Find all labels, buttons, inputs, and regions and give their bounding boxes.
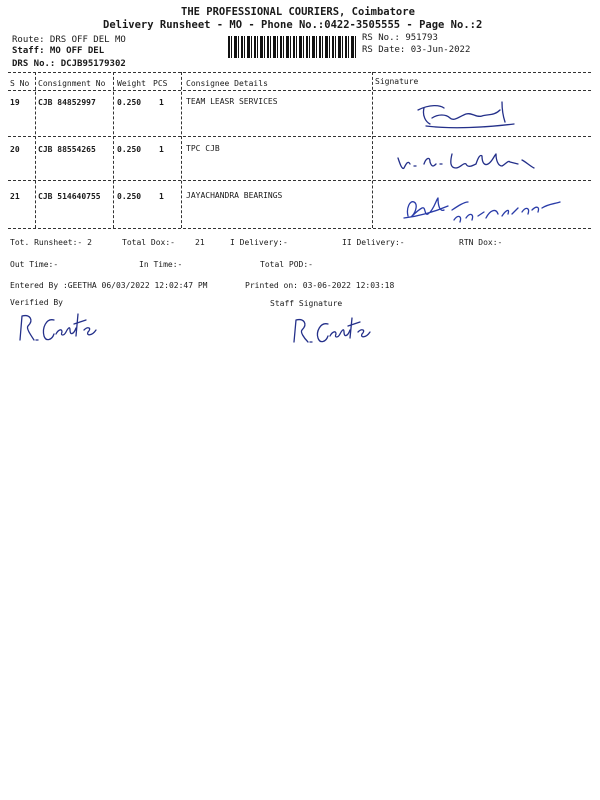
col-header-weight: Weight: [117, 79, 146, 88]
staff-label: Staff: MO OFF DEL: [12, 46, 105, 56]
column-divider: [181, 72, 182, 228]
verified-by-label: Verified By: [10, 298, 63, 307]
signature-row-21: [400, 186, 590, 226]
route-label: Route: DRS OFF DEL MO: [12, 35, 126, 45]
table-cell-weight: 0.250: [117, 98, 142, 107]
staff-signature: [290, 312, 380, 346]
table-cell-consignment: CJB 88554265: [38, 145, 96, 154]
table-cell-pcs: 1: [159, 98, 164, 107]
signature-row-20: [394, 146, 564, 178]
runsheet-subtitle: Delivery Runsheet - MO - Phone No.:0422-3505555 - Page No.:2: [103, 19, 483, 31]
col-header-signature: Signature: [375, 77, 419, 86]
col-header-consignment: Consignment No: [38, 79, 106, 88]
ii-delivery: II Delivery:-: [342, 238, 405, 247]
table-cell-consignee: TPC CJB: [186, 144, 220, 153]
table-cell-pcs: 1: [159, 192, 164, 201]
in-time: In Time:-: [139, 260, 183, 269]
out-time: Out Time:-: [10, 260, 59, 269]
table-cell-consignment: CJB 514640755: [38, 192, 101, 201]
table-cell-weight: 0.250: [117, 192, 142, 201]
table-cell-weight: 0.250: [117, 145, 142, 154]
company-title: THE PROFESSIONAL COURIERS, Coimbatore: [181, 6, 415, 18]
total-dox-label: Total Dox:-: [122, 238, 175, 247]
total-runsheet: Tot. Runsheet:- 2: [10, 238, 92, 247]
table-cell-sno: 21: [10, 192, 20, 201]
i-delivery: I Delivery:-: [230, 238, 288, 247]
total-pod: Total POD:-: [260, 260, 313, 269]
rs-date: RS Date: 03-Jun-2022: [362, 45, 471, 55]
column-divider: [372, 72, 373, 228]
column-divider: [35, 72, 36, 228]
total-dox-value: 21: [195, 238, 205, 247]
column-divider: [113, 72, 114, 228]
col-header-consignee: Consignee Details: [186, 79, 268, 88]
rtn-dox: RTN Dox:-: [459, 238, 503, 247]
col-header-sno: S No: [10, 79, 30, 88]
row-divider: [8, 180, 591, 181]
table-cell-sno: 19: [10, 98, 20, 107]
verified-by-signature: [14, 310, 104, 344]
table-cell-consignee: JAYACHANDRA BEARINGS: [186, 191, 283, 200]
row-divider: [8, 136, 591, 137]
entered-by: Entered By :GEETHA 06/03/2022 12:02:47 PM: [10, 281, 208, 290]
row-divider: [8, 228, 591, 229]
table-cell-pcs: 1: [159, 145, 164, 154]
rs-number: RS No.: 951793: [362, 33, 438, 43]
table-cell-consignee: TEAM LEASR SERVICES: [186, 97, 278, 106]
staff-signature-label: Staff Signature: [270, 299, 343, 308]
table-cell-sno: 20: [10, 145, 20, 154]
signature-row-19: [410, 96, 530, 136]
table-cell-consignment: CJB 84852997: [38, 98, 96, 107]
table-header-rule: [8, 90, 591, 91]
table-top-rule: [8, 72, 591, 73]
col-header-pcs: PCS: [153, 79, 168, 88]
drs-number: DRS No.: DCJB95179302: [12, 59, 126, 69]
barcode: [228, 36, 356, 58]
printed-on: Printed on: 03-06-2022 12:03:18: [245, 281, 395, 290]
